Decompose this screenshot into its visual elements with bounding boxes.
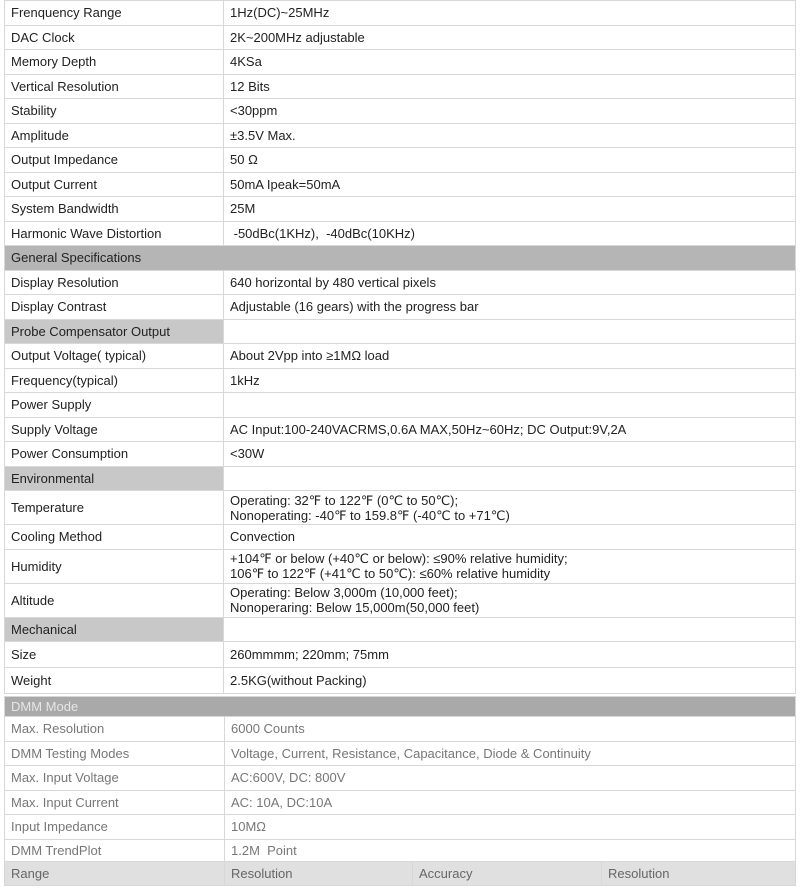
spec-row: [5, 525, 796, 550]
spec-label: Max. Resolution: [5, 717, 225, 742]
value-line: Operating: Below 3,000m (10,000 feet);: [230, 585, 458, 600]
spec-row: [5, 148, 796, 173]
section-header-dmm: [5, 697, 796, 717]
spec-value: 1kHz: [224, 368, 796, 393]
spec-value: 2.5KG(without Packing): [224, 668, 796, 694]
empty-cell: [224, 319, 796, 344]
spec-row: [5, 1, 796, 26]
spec-row: [5, 221, 796, 246]
spec-label: System Bandwidth: [5, 197, 224, 222]
specifications-table: [4, 0, 796, 694]
spec-row: [5, 417, 796, 442]
dmm-row: [5, 790, 796, 815]
dmm-row: [5, 766, 796, 791]
spec-value: 4KSa: [224, 50, 796, 75]
spec-label: DMM TrendPlot: [5, 839, 225, 861]
spec-row: [5, 50, 796, 75]
spec-value: 25M: [224, 197, 796, 222]
spec-value: AC Input:100-240VACRMS,0.6A MAX,50Hz~60Hz; DC Output:9V,2A: [224, 417, 796, 442]
spec-label: Harmonic Wave Distortion: [5, 221, 224, 246]
section-title: DMM Mode: [5, 697, 796, 717]
spec-value: 50 Ω: [224, 148, 796, 173]
spec-label: Input Impedance: [5, 815, 225, 840]
spec-value: [224, 491, 796, 525]
spec-label: Frenquency Range: [5, 1, 224, 26]
dmm-table: [4, 696, 796, 886]
value-line: Nonoperaring: Below 15,000m(50,000 feet): [230, 600, 480, 615]
spec-label: Output Voltage( typical): [5, 344, 224, 369]
spec-label: Temperature: [5, 491, 224, 525]
resolution-header: Resolution: [225, 861, 413, 886]
spec-row: [5, 270, 796, 295]
spec-value: Convection: [224, 525, 796, 550]
spec-value: 12 Bits: [224, 74, 796, 99]
spec-row: [5, 642, 796, 668]
spec-label: Display Resolution: [5, 270, 224, 295]
spec-row: [5, 549, 796, 583]
section-title: General Specifications: [5, 246, 796, 271]
value-line: Operating: 32℉ to 122℉ (0℃ to 50℃);: [230, 492, 459, 508]
spec-value: ±3.5V Max.: [224, 123, 796, 148]
spec-label: Amplitude: [5, 123, 224, 148]
spec-value: [224, 549, 796, 583]
dmm-row: [5, 815, 796, 840]
spec-value: Adjustable (16 gears) with the progress bar: [224, 295, 796, 320]
section-title: Power Supply: [5, 393, 224, 418]
empty-cell: [224, 617, 796, 642]
section-header-general: [5, 246, 796, 271]
section-title: Environmental: [5, 466, 224, 491]
spec-row: [5, 368, 796, 393]
dmm-row: [5, 717, 796, 742]
spec-row: [5, 442, 796, 467]
spec-label: Vertical Resolution: [5, 74, 224, 99]
value-line: Nonoperating: -40℉ to 159.8℉ (-40℃ to +71℃): [230, 507, 510, 523]
spec-label: Cooling Method: [5, 525, 224, 550]
spec-value: 260mmmm; 220mm; 75mm: [224, 642, 796, 668]
resolution-header-2: Resolution: [602, 861, 796, 886]
spec-value: AC: 10A, DC:10A: [225, 790, 796, 815]
dmm-row: [5, 839, 796, 861]
spec-label: Power Consumption: [5, 442, 224, 467]
spec-label: Stability: [5, 99, 224, 124]
spec-row: [5, 172, 796, 197]
spec-value: About 2Vpp into ≥1MΩ load: [224, 344, 796, 369]
spec-label: DAC Clock: [5, 25, 224, 50]
spec-value: [224, 583, 796, 617]
section-header-probe: [5, 319, 796, 344]
value-line: 106℉ to 122℉ (+41℃ to 50℃): ≤60% relative humidity: [230, 566, 551, 581]
section-header-power: [5, 393, 796, 418]
spec-value: 50mA Ipeak=50mA: [224, 172, 796, 197]
spec-value: <30W: [224, 442, 796, 467]
spec-label: Max. Input Voltage: [5, 766, 225, 791]
range-header: Range: [5, 861, 225, 886]
spec-value: AC:600V, DC: 800V: [225, 766, 796, 791]
spec-row: [5, 197, 796, 222]
spec-value: <30ppm: [224, 99, 796, 124]
spec-row: [5, 583, 796, 617]
spec-value: 1Hz(DC)~25MHz: [224, 1, 796, 26]
spec-value: 10MΩ: [225, 815, 796, 840]
range-header-row: [5, 861, 796, 886]
spec-row: [5, 295, 796, 320]
empty-cell: [224, 393, 796, 418]
spec-row: [5, 668, 796, 694]
spec-label: Size: [5, 642, 224, 668]
section-header-mechanical: [5, 617, 796, 642]
spec-label: Altitude: [5, 583, 224, 617]
spec-value: 2K~200MHz adjustable: [224, 25, 796, 50]
spec-label: Humidity: [5, 549, 224, 583]
empty-cell: [224, 466, 796, 491]
spec-row: [5, 99, 796, 124]
spec-label: Weight: [5, 668, 224, 694]
accuracy-header: Accuracy: [413, 861, 602, 886]
spec-label: Memory Depth: [5, 50, 224, 75]
spec-label: DMM Testing Modes: [5, 741, 225, 766]
spec-row: [5, 344, 796, 369]
spec-label: Display Contrast: [5, 295, 224, 320]
spec-value: 640 horizontal by 480 vertical pixels: [224, 270, 796, 295]
spec-label: Max. Input Current: [5, 790, 225, 815]
spec-label: Frequency(typical): [5, 368, 224, 393]
spec-label: Output Impedance: [5, 148, 224, 173]
spec-row: [5, 123, 796, 148]
section-title: Mechanical: [5, 617, 224, 642]
spec-value: -50dBc(1KHz), -40dBc(10KHz): [224, 221, 796, 246]
spec-label: Output Current: [5, 172, 224, 197]
dmm-row: [5, 741, 796, 766]
value-line: +104℉ or below (+40℃ or below): ≤90% relative humidity;: [230, 551, 568, 566]
spec-value: Voltage, Current, Resistance, Capacitance, Diode & Continuity: [225, 741, 796, 766]
spec-value: 1.2M Point: [225, 839, 796, 861]
section-header-environmental: [5, 466, 796, 491]
spec-row: [5, 74, 796, 99]
spec-label: Supply Voltage: [5, 417, 224, 442]
spec-value: 6000 Counts: [225, 717, 796, 742]
spec-row: [5, 491, 796, 525]
spec-row: [5, 25, 796, 50]
section-title: Probe Compensator Output: [5, 319, 224, 344]
